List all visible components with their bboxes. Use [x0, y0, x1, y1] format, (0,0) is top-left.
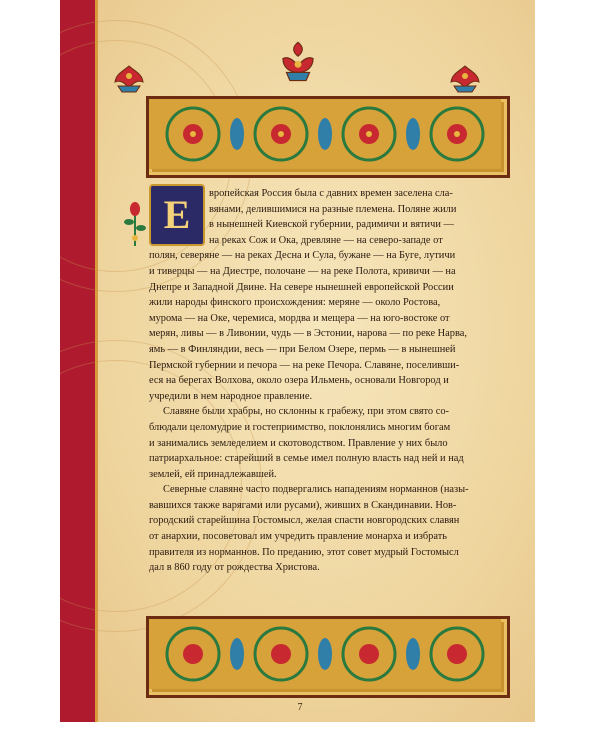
text-line: на реках Сож и Ока, древляне — на северо-западе от: [209, 234, 443, 246]
text-line: Славяне были храбры, но склонны к грабежу, при этом свято со-: [163, 406, 449, 418]
drop-cap-letter: Е: [149, 184, 205, 246]
text-line: патриархальное: старейший в семье имел полную власть над ней и над: [149, 453, 464, 465]
paragraph-3: [149, 482, 505, 576]
text-line: Пермской губернии и печора — на реке Печора. Славяне, поселивши-: [149, 359, 460, 371]
paragraph-1: [149, 186, 505, 404]
text-line: от анархии, посоветовал им учредить правление монарха и избрать: [149, 531, 447, 543]
text-line: Днепре и Западной Двине. На севере нынешней европейской России: [149, 281, 454, 293]
text-line: еся на берегах Волхова, около озера Ильмень, основали Новгород и: [149, 375, 449, 387]
text-line: в нынешней Киевской губернии, радимичи и вятичи —: [209, 219, 454, 231]
text-line: и тиверцы — на Диестре, полочане — на реке Полота, кривичи — на: [149, 265, 456, 277]
body-text: [149, 186, 505, 576]
leaf-sprig-ornament: [122, 202, 148, 246]
text-line: правителя из норманнов. По преданию, этот совет мудрый Гостомысл: [149, 546, 459, 558]
text-line: блюдали целомудрие и гостеприимство, поклонялись многим богам: [149, 421, 451, 433]
text-line: вянами, делившимися на разные племена. Поляне жили: [209, 203, 457, 215]
text-line: городский старейшина Гостомысл, желая спасти новгородских славян: [149, 515, 460, 527]
page-number: 7: [297, 702, 303, 713]
text-line: учредили в нем народное правление.: [149, 390, 313, 402]
text-line: полян, северяне — на реках Десна и Сула, бужане — на Буге, лутичи: [149, 250, 456, 262]
paragraph-2: [149, 404, 505, 482]
text-line: жили народы финского происхождения: меряне — около Ростова,: [149, 297, 441, 309]
text-line: вавшихся также варягами или русами), живших в Скандинавии. Нов-: [149, 499, 457, 511]
text-line: Северные славяне часто подвергались нападениям норманнов (назы-: [163, 484, 469, 496]
text-line: мерян, ливы — в Ливонии, чудь — в Эстонии, нарова — по реке Нарва,: [149, 328, 467, 340]
floral-crown-ornament: [448, 62, 482, 96]
book-page: [60, 0, 535, 722]
text-line: ямь — в Финляндии, весь — при Белом Озере, пермь — в нынешней: [149, 343, 456, 355]
bottom-ornament-band: [146, 616, 510, 698]
text-line: и занимались земледелием и скотоводством. Правление у них было: [149, 437, 448, 449]
text-line: дал в 860 году от рождества Христова.: [149, 562, 320, 574]
text-line: мурома — на Оке, черемиса, мордва и мещера — на юго-востоке от: [149, 312, 450, 324]
text-line: вропейская Россия была с давних времен заселена сла-: [209, 188, 453, 199]
text-line: землей, ей принадлежавшей.: [149, 468, 277, 480]
top-ornament-band: [146, 96, 510, 178]
floral-crown-ornament: [278, 40, 318, 84]
floral-crown-ornament: [112, 62, 146, 96]
